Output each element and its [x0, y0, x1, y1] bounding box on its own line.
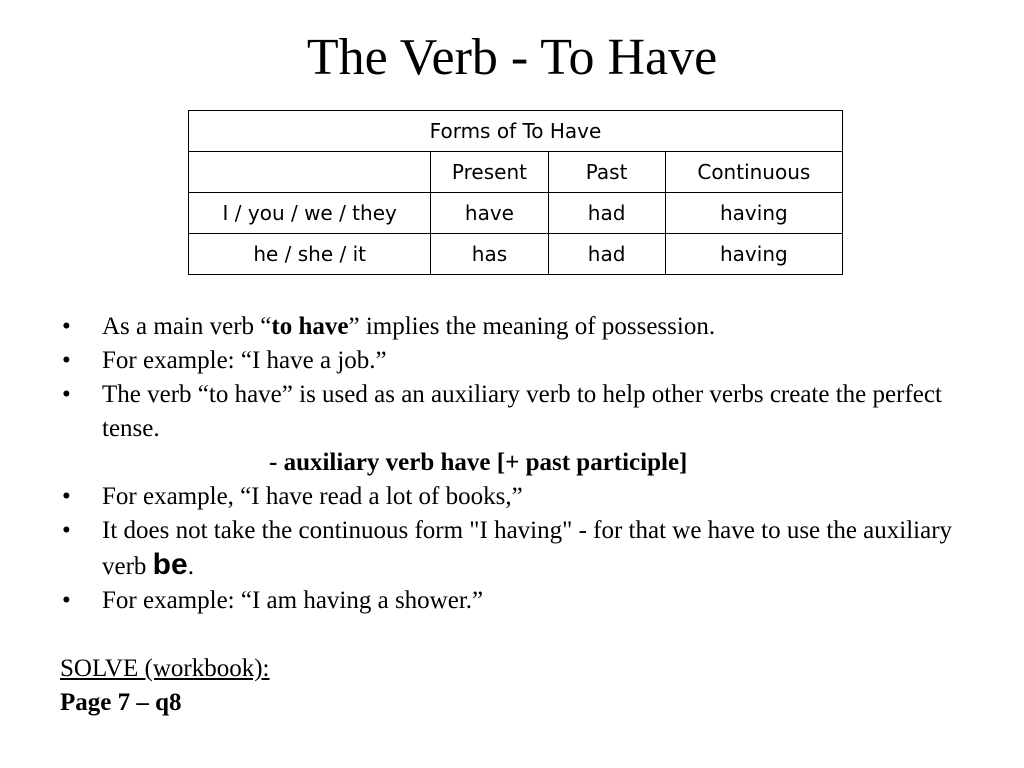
bullet-marker: •: [62, 517, 71, 544]
bullet-bold-text: be: [152, 548, 188, 581]
bullet-list: [60, 310, 990, 446]
bullet-marker: •: [62, 347, 71, 374]
bullet-marker: •: [62, 483, 71, 510]
bullet-text: It does not take the continuous form "I having" - for that we have to use the auxiliary verb: [102, 517, 953, 580]
table-cell-present: has: [431, 234, 548, 275]
table-cell-subject: I / you / we / they: [189, 193, 431, 234]
bullet-item: [60, 378, 990, 446]
auxiliary-formula: - auxiliary verb have [+ past participle]: [269, 449, 688, 476]
column-header-continuous: Continuous: [665, 152, 842, 193]
bullet-list: [60, 480, 990, 618]
bullet-text: ” implies the meaning of possession.: [348, 313, 716, 340]
column-header-present: Present: [431, 152, 548, 193]
bullet-text: For example, “I have read a lot of books,”: [102, 483, 523, 510]
table-cell-continuous: having: [665, 193, 842, 234]
bullet-text: The verb “to have” is used as an auxiliary verb to help other verbs create the perfect tense.: [102, 381, 942, 442]
bullet-item: [60, 344, 990, 378]
bullet-text: .: [187, 553, 194, 580]
bullet-item: [60, 480, 990, 514]
bullet-item: [60, 310, 990, 344]
forms-table: [188, 110, 843, 275]
table-cell-past: had: [548, 193, 665, 234]
column-header-empty: [189, 152, 431, 193]
bullet-text: As a main verb “: [102, 313, 272, 340]
bullet-text: For example: “I have a job.”: [102, 347, 387, 374]
bullet-marker: •: [62, 381, 71, 408]
table-header-row: [189, 111, 843, 152]
table-column-row: [189, 152, 843, 193]
page-reference: Page 7 – q8: [60, 689, 182, 716]
slide-title: The Verb - To Have: [306, 29, 718, 86]
bullet-marker: •: [62, 587, 71, 614]
bullet-item: [60, 514, 990, 584]
solve-label: SOLVE (workbook):: [60, 655, 270, 682]
bullet-text: For example: “I am having a shower.”: [102, 587, 484, 614]
bullet-item: [60, 584, 990, 618]
table-row: [189, 193, 843, 234]
bullet-bold-text: to have: [271, 313, 349, 340]
bullet-marker: •: [62, 313, 71, 340]
table-header: Forms of To Have: [189, 111, 843, 152]
table-cell-present: have: [431, 193, 548, 234]
table-cell-subject: he / she / it: [189, 234, 431, 275]
slide-content: [60, 310, 990, 720]
table-row: [189, 234, 843, 275]
table-cell-continuous: having: [665, 234, 842, 275]
column-header-past: Past: [548, 152, 665, 193]
table-cell-past: had: [548, 234, 665, 275]
